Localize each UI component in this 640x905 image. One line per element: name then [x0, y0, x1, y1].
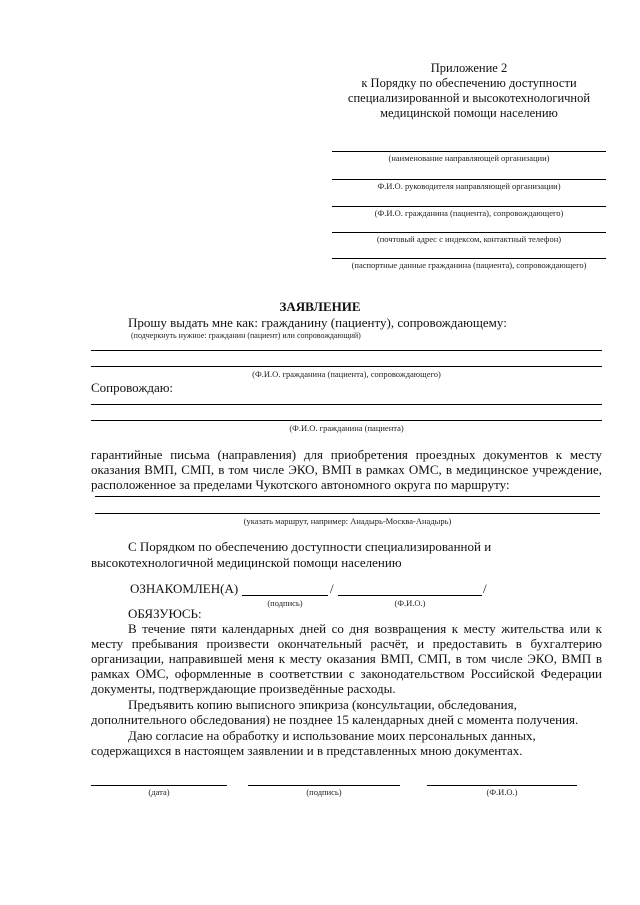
org-name-line[interactable]: [332, 151, 606, 152]
obligation-line: рамках ОМС, оформленные в соответствии с законодательством Российской Федерации: [91, 666, 602, 681]
guarantee-paragraph: [91, 447, 602, 492]
guarantee-line: гарантийные письма (направления) для приобретения проездных документов к месту: [91, 447, 602, 462]
acquainted-separator: /: [330, 581, 334, 596]
obligation-line: документы, подтверждающие произведённые расходы.: [91, 681, 396, 696]
patient-caption: (Ф.И.О. гражданина (пациента): [289, 423, 404, 433]
epicrisis-line: Предъявить копию выписного эпикриза (консультации, обследования,: [128, 697, 517, 712]
obligation-line: В течение пяти календарных дней со дня возвращения к месту жительства или к: [128, 621, 602, 636]
head-fio-line[interactable]: [332, 179, 606, 180]
applicant-line-1[interactable]: [91, 350, 602, 351]
acquainted-fio-line[interactable]: [338, 595, 482, 596]
consent-line: содержащихся в настоящем заявлении и в представленных мною документах.: [91, 743, 523, 758]
applicant-caption: (Ф.И.О. гражданина (пациента), сопровождающего): [252, 369, 441, 379]
signature-line[interactable]: [248, 785, 400, 786]
document-title: ЗАЯВЛЕНИЕ: [279, 299, 361, 314]
obligation-line: организации, направившей меня к месту оказания ВМП, СМП, в том числе ЭКО, ВМП в: [91, 651, 602, 666]
route-line-2[interactable]: [95, 513, 600, 514]
annex-header: [330, 61, 608, 121]
order-line: С Порядком по обеспечению доступности специализированной и: [128, 539, 492, 554]
annex-number: Приложение 2: [430, 61, 508, 75]
citizen-fio-line[interactable]: [332, 206, 606, 207]
obligation-line: месту пребывания произвести окончательный расчёт, и предоставить в бухгалтерию: [91, 636, 602, 651]
annex-ref-line: специализированной и высокотехнологичной: [347, 91, 591, 105]
acquainted-fio-caption: (Ф.И.О.): [394, 598, 426, 608]
guarantee-line: расположенное за пределами Чукотского автономного округа по маршруту:: [91, 477, 510, 492]
address-line[interactable]: [332, 232, 606, 233]
signature-caption: (подпись): [306, 787, 342, 797]
date-line[interactable]: [91, 785, 227, 786]
passport-line[interactable]: [332, 258, 606, 259]
order-line: высокотехнологичной медицинской помощи населению: [91, 555, 402, 570]
route-caption: (указать маршрут, например: Анадырь-Москва-Анадырь): [243, 516, 452, 526]
address-caption: (почтовый адрес с индексом, контактный телефон): [376, 234, 562, 244]
fio-line[interactable]: [427, 785, 577, 786]
obligation-paragraph: [91, 621, 602, 696]
annex-ref-line: медицинской помощи населению: [380, 106, 558, 120]
fio-caption: (Ф.И.О.): [486, 787, 518, 797]
acquainted-sign-caption: (подпись): [267, 598, 303, 608]
patient-line-1[interactable]: [91, 404, 602, 405]
applicant-line-2[interactable]: [91, 366, 602, 367]
obligation-title: ОБЯЗУЮСЬ:: [128, 606, 202, 621]
head-fio-caption: Ф.И.О. руководителя направляющей организации): [377, 181, 561, 191]
acquainted-end: /: [483, 581, 487, 596]
patient-line-2[interactable]: [91, 420, 602, 421]
acquainted-sign-line[interactable]: [242, 595, 328, 596]
accompanying-label: Сопровождаю:: [91, 380, 174, 395]
consent-line: Даю согласие на обработку и использование моих персональных данных,: [128, 728, 536, 743]
citizen-fio-caption: (Ф.И.О. гражданина (пациента), сопровождающего): [374, 208, 564, 218]
date-caption: (дата): [148, 787, 170, 797]
annex-ref-line: к Порядку по обеспечению доступности: [361, 76, 577, 90]
guarantee-line: оказания ВМП, СМП, в том числе ЭКО, ВМП в рамках ОМС, в медицинское учреждение,: [91, 462, 602, 477]
acquainted-label: ОЗНАКОМЛЕН(А): [130, 581, 239, 596]
passport-caption: (паспортные данные гражданина (пациента), сопровождающего): [351, 260, 587, 270]
request-hint: (подчеркнуть нужное: гражданин (пациент) или сопровождающий): [131, 331, 361, 340]
epicrisis-line: дополнительного обследования) не позднее 15 календарных дней с момента получения.: [91, 712, 579, 727]
request-line: Прошу выдать мне как: гражданину (пациенту), сопровождающему:: [128, 315, 507, 330]
route-line-1[interactable]: [95, 496, 600, 497]
org-name-caption: (наименование направляющей организации): [388, 153, 550, 163]
